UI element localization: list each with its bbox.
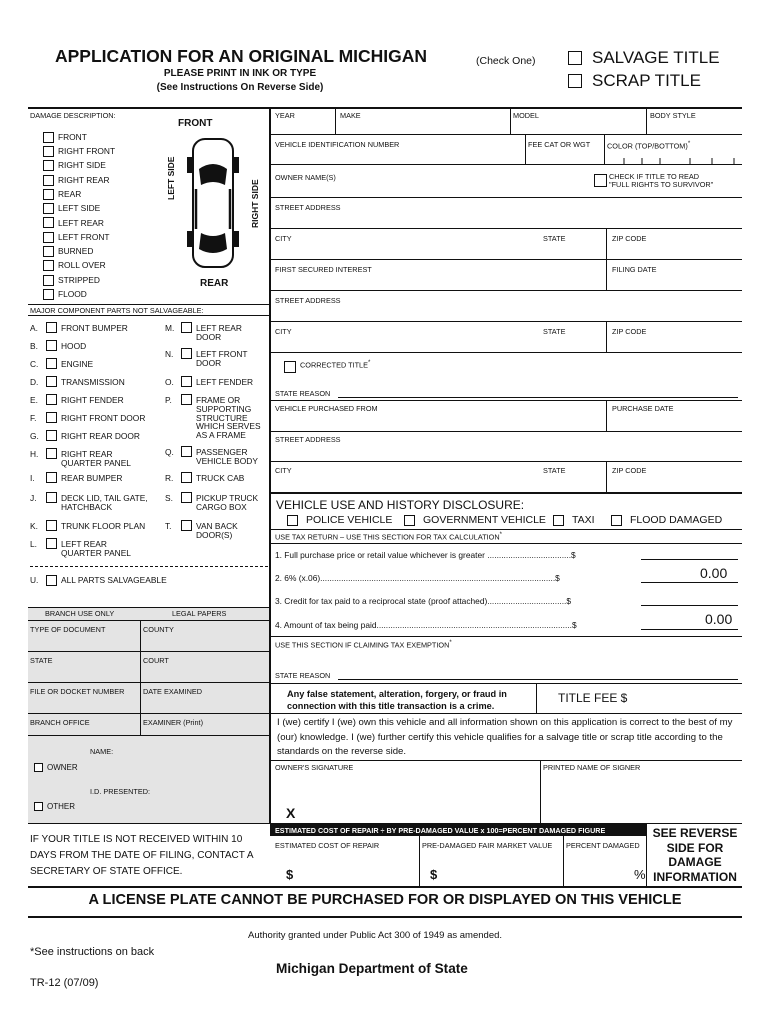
disclosure-heading: VEHICLE USE AND HISTORY DISCLOSURE: (276, 498, 525, 512)
part-letter: G. (30, 431, 39, 441)
corrected-title-checkbox[interactable] (284, 361, 296, 373)
lien-street-address-field[interactable]: STREET ADDRESS (275, 296, 341, 305)
damage-checkbox[interactable] (43, 175, 54, 186)
branch-use-only-label: BRANCH USE ONLY (45, 609, 115, 618)
part-letter: J. (30, 493, 37, 503)
damage-checkbox[interactable] (43, 132, 54, 143)
damage-item (43, 130, 115, 144)
form-subtitle: PLEASE PRINT IN INK OR TYPE (163, 68, 317, 79)
damage-item-label: LEFT REAR (58, 217, 104, 228)
part-letter: I. (30, 473, 35, 483)
part-letter: A. (30, 323, 38, 333)
license-plate-warning: A LICENSE PLATE CANNOT BE PURCHASED FOR OR DISPLAYED ON THIS VEHICLE (88, 892, 682, 908)
part-label: LEFT FENDER (196, 377, 254, 387)
part-checkbox[interactable] (46, 430, 57, 441)
damage-item-label: RIGHT FRONT (58, 146, 116, 157)
certification-statement: I (we) certify I (we) own this vehicle and all information shown on this application is correct to the best of my (our) knowledge. I (we) further certify this vehicle qualifies for a salvage title or scrap title according to the standards on the reverse side. (277, 717, 733, 757)
damage-checkbox[interactable] (43, 246, 54, 257)
seller-city-field[interactable]: CITY (275, 466, 292, 475)
vin-field[interactable]: VEHICLE IDENTIFICATION NUMBER (275, 140, 400, 149)
scrap-title-checkbox[interactable] (568, 74, 582, 88)
branch-office-field[interactable]: BRANCH OFFICE (30, 718, 90, 727)
part-checkbox[interactable] (181, 376, 192, 387)
car-top-view-diagram (185, 133, 241, 273)
damage-item-label: STRIPPED (58, 274, 100, 285)
part-letter: Q. (165, 447, 174, 457)
salvage-title-checkbox[interactable] (568, 51, 582, 65)
check-one-label: (Check One) (476, 55, 536, 67)
seller-zip-code-field[interactable]: ZIP CODE (612, 466, 647, 475)
part-label: RIGHT FRONT DOOR (61, 413, 146, 423)
tax-line-4: 4. Amount of tax being paid....................................................................................$ (275, 620, 577, 630)
damage-item (43, 173, 115, 187)
survivor-label: CHECK IF TITLE TO READ "FULL RIGHTS TO SURVIVOR" (609, 172, 714, 190)
make-field[interactable]: MAKE (340, 111, 361, 120)
seller-state-field[interactable]: STATE (543, 466, 566, 475)
title-fee-field[interactable]: TITLE FEE $ (558, 691, 628, 705)
flood-damaged-checkbox[interactable] (611, 515, 622, 526)
title-not-received-notice: IF YOUR TITLE IS NOT RECEIVED WITHIN 10 DAYS FROM THE DATE OF FILING, CONTACT A SECRETARY OF STATE OFFICE. (30, 834, 254, 877)
part-checkbox[interactable] (181, 322, 192, 333)
diagram-left-label: LEFT SIDE (166, 156, 176, 200)
diagram-front-label: FRONT (178, 118, 213, 129)
lien-state-field[interactable]: STATE (543, 327, 566, 336)
part-item (165, 348, 248, 368)
part-item (30, 340, 86, 351)
use-tax-heading: USE TAX RETURN – USE THIS SECTION FOR TAX CALCULATION* (275, 531, 502, 542)
part-checkbox[interactable] (46, 394, 57, 405)
other-checkbox[interactable] (34, 802, 43, 811)
part-label: VAN BACK DOOR(S) (196, 521, 238, 540)
form-number: TR-12 (07/09) (30, 977, 99, 989)
owner-label: OWNER (47, 762, 78, 772)
damage-item (43, 230, 115, 244)
damage-checkbox[interactable] (43, 217, 54, 228)
damage-item-label: RIGHT SIDE (58, 160, 106, 171)
year-field[interactable]: YEAR (275, 111, 295, 120)
part-letter: D. (30, 377, 39, 387)
fraud-warning: Any false statement, alteration, forgery, or fraud in connection with this title transaction is a crime. (287, 689, 507, 711)
damage-item-label: BURNED (58, 246, 94, 257)
file-or-docket-field[interactable]: FILE OR DOCKET NUMBER (30, 687, 125, 696)
part-label: FRAME OR SUPPORTING STRUCTURE WHICH SERVES AS A FRAME (196, 395, 261, 441)
tax-line-2-value[interactable]: 0.00 (700, 565, 728, 581)
pre-damaged-value-field[interactable]: PRE-DAMAGED FAIR MARKET VALUE (422, 841, 553, 850)
part-item (30, 430, 140, 441)
police-vehicle-checkbox[interactable] (287, 515, 298, 526)
damage-checkbox[interactable] (43, 189, 54, 200)
part-item (165, 322, 242, 342)
part-checkbox[interactable] (46, 358, 57, 369)
part-item (30, 412, 145, 423)
parts-heading: MAJOR COMPONENT PARTS NOT SALVAGEABLE: (30, 306, 204, 315)
model-field[interactable]: MODEL (513, 111, 539, 120)
damage-item-label: REAR (58, 188, 82, 199)
part-label: TRUCK CAB (196, 473, 245, 483)
state-field[interactable]: STATE (543, 234, 566, 243)
part-label: ENGINE (61, 359, 94, 369)
branch-state-field[interactable]: STATE (30, 656, 53, 665)
part-letter: N. (165, 349, 174, 359)
other-label: OTHER (47, 801, 75, 811)
part-letter: S. (165, 493, 173, 503)
county-field[interactable]: COUNTY (143, 625, 174, 634)
authority-text: Authority granted under Public Act 300 of 1949 as amended. (248, 930, 503, 941)
part-item (30, 376, 125, 387)
damage-item (43, 159, 115, 173)
see-reverse-note: SEE REVERSE SIDE FOR DAMAGE INFORMATION (652, 826, 738, 884)
part-item (30, 538, 131, 558)
part-checkbox[interactable] (46, 376, 57, 387)
damage-item (43, 216, 115, 230)
part-label: HOOD (61, 341, 87, 351)
damage-item-label: RIGHT REAR (58, 174, 110, 185)
flood-damaged-label: FLOOD DAMAGED (630, 514, 723, 526)
damage-item-label: LEFT SIDE (58, 203, 101, 214)
owner-names-field[interactable]: OWNER NAME(S) (275, 173, 336, 182)
lien-zip-code-field[interactable]: ZIP CODE (612, 327, 647, 336)
tax-line-2: 2. 6% (x.06).....................................................................................................$ (275, 573, 560, 583)
lien-city-field[interactable]: CITY (275, 327, 292, 336)
corrected-title-label: CORRECTED TITLE* (300, 359, 371, 370)
damage-checkbox[interactable] (43, 289, 54, 300)
form-title: APPLICATION FOR AN ORIGINAL MICHIGAN (55, 46, 428, 66)
tax-line-4-value[interactable]: 0.00 (705, 611, 733, 627)
diagram-right-label: RIGHT SIDE (250, 179, 260, 228)
part-item (30, 448, 131, 468)
purchase-date-field[interactable]: PURCHASE DATE (612, 404, 674, 413)
see-instructions-note: *See instructions on back (30, 946, 155, 958)
part-checkbox[interactable] (46, 472, 57, 483)
damage-item (43, 187, 115, 201)
damage-list (43, 130, 115, 302)
purchased-from-field[interactable]: VEHICLE PURCHASED FROM (275, 404, 378, 413)
part-checkbox[interactable] (181, 520, 192, 531)
owner-signature-field[interactable]: OWNER'S SIGNATURE (275, 763, 354, 772)
city-field[interactable]: CITY (275, 234, 292, 243)
part-label: FRONT BUMPER (61, 323, 128, 333)
market-value-dollar: $ (430, 867, 438, 882)
government-vehicle-checkbox[interactable] (404, 515, 415, 526)
part-label: TRANSMISSION (61, 377, 125, 387)
part-checkbox[interactable] (181, 472, 192, 483)
part-checkbox[interactable] (181, 492, 192, 503)
part-checkbox[interactable] (46, 538, 57, 549)
part-item (165, 472, 244, 483)
damage-description-heading: DAMAGE DESCRIPTION: (30, 111, 116, 120)
part-label: RIGHT REAR DOOR (61, 431, 140, 441)
tax-line-3: 3. Credit for tax paid to a reciprocal state (proof attached)..................................$ (275, 596, 572, 606)
part-label: PASSENGER VEHICLE BODY (196, 447, 258, 466)
examiner-field[interactable]: EXAMINER (Print) (143, 718, 204, 727)
fee-cat-field[interactable]: FEE CAT OR WGT (528, 140, 591, 149)
part-letter: O. (165, 377, 174, 387)
part-letter: H. (30, 449, 39, 459)
part-label: RIGHT FENDER (61, 395, 124, 405)
survivor-checkbox[interactable] (594, 174, 607, 187)
part-item (165, 376, 253, 387)
repair-formula-heading: ESTIMATED COST OF REPAIR ÷ BY PRE-DAMAGED VALUE x 100=PERCENT DAMAGED FIGURE (275, 826, 606, 835)
department-name: Michigan Department of State (276, 961, 468, 976)
damage-item-label: LEFT FRONT (58, 231, 110, 242)
part-item (30, 394, 124, 405)
damage-checkbox[interactable] (43, 260, 54, 271)
type-of-document-field[interactable]: TYPE OF DOCUMENT (30, 625, 106, 634)
damage-checkbox[interactable] (43, 146, 54, 157)
part-checkbox[interactable] (46, 340, 57, 351)
part-letter: L. (30, 539, 37, 549)
part-letter: C. (30, 359, 39, 369)
police-vehicle-label: POLICE VEHICLE (306, 514, 393, 526)
part-label: PICKUP TRUCK CARGO BOX (196, 493, 259, 512)
salvage-title-label: SALVAGE TITLE (592, 48, 720, 67)
part-checkbox[interactable] (46, 412, 57, 423)
tax-exemption-heading: USE THIS SECTION IF CLAIMING TAX EXEMPTION* (275, 639, 452, 650)
zip-code-field[interactable]: ZIP CODE (612, 234, 647, 243)
printed-name-field[interactable]: PRINTED NAME OF SIGNER (543, 763, 641, 772)
part-letter: T. (165, 521, 172, 531)
part-checkbox[interactable] (181, 348, 192, 359)
all-parts-salvageable-checkbox[interactable] (46, 575, 57, 586)
part-letter: E. (30, 395, 38, 405)
first-secured-interest-field[interactable]: FIRST SECURED INTEREST (275, 265, 372, 274)
damage-item-label: ROLL OVER (58, 260, 106, 271)
part-checkbox[interactable] (46, 492, 57, 503)
damage-checkbox[interactable] (43, 275, 54, 286)
part-letter: M. (165, 323, 175, 333)
part-checkbox[interactable] (46, 520, 57, 531)
legal-papers-label: LEGAL PAPERS (172, 609, 227, 618)
exemption-state-reason-field[interactable]: STATE REASON (275, 671, 331, 680)
repair-cost-dollar: $ (286, 867, 294, 882)
part-item (165, 446, 258, 466)
name-label: NAME: (90, 747, 114, 756)
damage-item (43, 259, 115, 273)
part-item (165, 394, 261, 440)
part-letter: R. (165, 473, 174, 483)
damage-item (43, 273, 115, 287)
part-label: TRUNK FLOOR PLAN (61, 521, 146, 531)
damage-item (43, 287, 115, 301)
part-label: LEFT REAR QUARTER PANEL (61, 539, 131, 558)
damage-checkbox[interactable] (43, 203, 54, 214)
part-checkbox[interactable] (181, 394, 192, 405)
part-label: LEFT FRONT DOOR (196, 349, 248, 368)
part-item (30, 492, 148, 512)
part-item (30, 322, 128, 333)
percent-damaged-field[interactable]: PERCENT DAMAGED (566, 841, 640, 850)
part-label: LEFT REAR DOOR (196, 323, 242, 342)
color-field[interactable]: COLOR (TOP/BOTTOM)* (607, 140, 691, 151)
damage-checkbox[interactable] (43, 232, 54, 243)
owner-checkbox[interactable] (34, 763, 43, 772)
part-item (165, 492, 258, 512)
date-examined-field[interactable]: DATE EXAMINED (143, 687, 203, 696)
damage-item (43, 244, 115, 258)
body-style-field[interactable]: BODY STYLE (650, 111, 696, 120)
part-letter: B. (30, 341, 38, 351)
part-label: RIGHT REAR QUARTER PANEL (61, 449, 131, 468)
tax-line-1: 1. Full purchase price or retail value whichever is greater ....................................$ (275, 550, 576, 560)
part-item (30, 472, 122, 483)
part-checkbox[interactable] (46, 322, 57, 333)
part-item (165, 520, 238, 540)
part-label: DECK LID, TAIL GATE, HATCHBACK (61, 493, 148, 512)
part-item-u: U. ALL PARTS SALVAGEABLE (30, 575, 167, 586)
scrap-title-label: SCRAP TITLE (592, 71, 701, 90)
street-address-field[interactable]: STREET ADDRESS (275, 203, 341, 212)
form-instructions-note: (See Instructions On Reverse Side) (156, 82, 324, 93)
part-letter: P. (165, 395, 172, 405)
part-label: REAR BUMPER (61, 473, 123, 483)
damage-checkbox[interactable] (43, 160, 54, 171)
damage-item-label: FLOOD (58, 289, 87, 299)
court-field[interactable]: COURT (143, 656, 169, 665)
diagram-rear-label: REAR (200, 278, 229, 289)
id-presented-label: I.D. PRESENTED: (90, 787, 151, 796)
percent-sign: % (634, 867, 646, 882)
part-checkbox[interactable] (181, 446, 192, 457)
seller-street-address-field[interactable]: STREET ADDRESS (275, 435, 341, 444)
government-vehicle-label: GOVERNMENT VEHICLE (423, 514, 546, 526)
part-item (30, 520, 145, 531)
taxi-checkbox[interactable] (553, 515, 564, 526)
damage-item-label: FRONT (58, 131, 87, 142)
taxi-label: TAXI (572, 514, 595, 526)
filing-date-field[interactable]: FILING DATE (612, 265, 657, 274)
damage-item (43, 144, 115, 158)
estimated-cost-field[interactable]: ESTIMATED COST OF REPAIR (275, 841, 380, 850)
corrected-state-reason-field[interactable]: STATE REASON (275, 389, 331, 398)
part-item (30, 358, 93, 369)
signature-x-mark: X (286, 805, 296, 821)
part-checkbox[interactable] (46, 448, 57, 459)
part-letter: F. (30, 413, 37, 423)
damage-item (43, 201, 115, 215)
part-letter: K. (30, 521, 38, 531)
